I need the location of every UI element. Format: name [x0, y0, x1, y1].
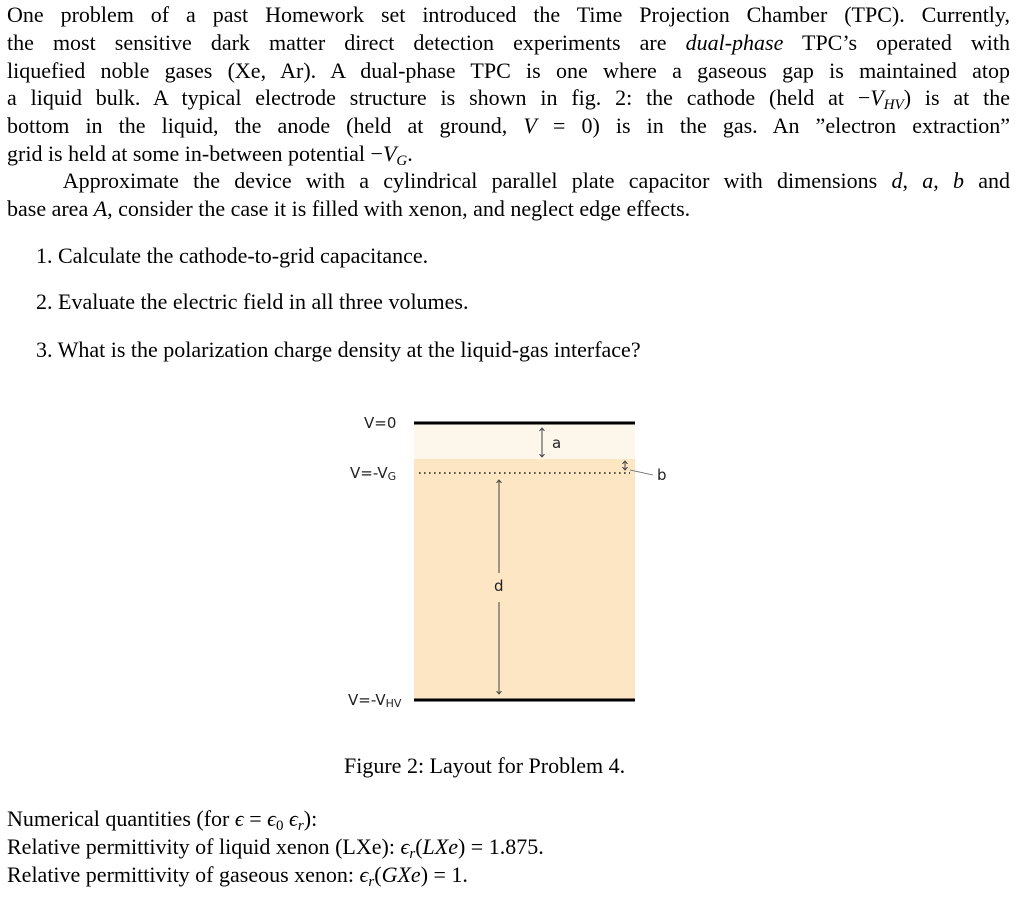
text-segment: LXe	[422, 834, 458, 859]
text-segment: (	[374, 862, 382, 887]
text-segment: TPC’s operated with	[783, 30, 1010, 55]
dimension-a-label: a	[552, 434, 562, 452]
text-segment: ) = 1.	[420, 862, 468, 887]
text-segment: base area	[7, 196, 94, 221]
text-segment: V	[870, 85, 884, 110]
text-segment: ϵ	[234, 806, 244, 831]
text-segment: d	[891, 168, 903, 193]
text-segment: r	[368, 874, 375, 890]
numerical-line	[7, 833, 1010, 861]
grid-label-sub: G	[387, 470, 397, 483]
numerical-line	[7, 805, 1010, 833]
text-segment: One problem of a past Homework set introduced the Time Projection Chamber (TPC). Currently,	[7, 2, 1010, 27]
text-segment: r	[297, 818, 304, 834]
text-segment: ϵ	[400, 834, 410, 859]
text-segment: HV	[883, 97, 904, 113]
text-segment: Numerical quantities (for	[7, 806, 235, 831]
figure-caption: Figure 2: Layout for Problem 4.	[344, 753, 626, 778]
question-item: 1. Calculate the cathode-to-grid capacitance.	[36, 243, 429, 268]
text-segment: ϵ	[289, 806, 298, 831]
text-segment: grid is held at some in-between potential −	[7, 141, 383, 166]
liquid-region	[414, 459, 635, 700]
text-segment: Approximate the device with a cylindrical parallel plate capacitor with dimensions	[7, 168, 892, 193]
text-segment: V	[523, 113, 537, 138]
text-segment: a	[922, 168, 934, 193]
cathode-label-sub: HV	[385, 697, 402, 710]
question-item: 3. What is the polarization charge density at the liquid-gas interface?	[36, 337, 641, 362]
text-segment: ):	[303, 806, 318, 831]
text-segment: G	[396, 153, 408, 169]
grid-label-main: V=-V	[350, 464, 388, 482]
anode-label: V=0	[364, 414, 397, 432]
text-segment: dual-phase	[685, 30, 784, 55]
text-segment: ϵ	[359, 862, 369, 887]
numerical-line	[7, 861, 1010, 889]
text-segment: A	[93, 196, 108, 221]
dimension-b-label: b	[657, 466, 667, 484]
text-segment: liquefied noble gases (Xe, Ar). A dual-phase TPC is one where a gaseous gap is maintained atop	[7, 58, 1010, 83]
text-segment: (	[415, 834, 423, 859]
grid-label	[350, 464, 396, 482]
text-segment: the most sensitive dark matter direct detection experiments are	[7, 30, 686, 55]
text-segment: = 0) is in the gas. An ”electron extraction”	[536, 113, 1010, 138]
text-segment: Relative permittivity of liquid xenon (LXe):	[7, 834, 401, 859]
text-segment: bottom in the liquid, the anode (held at ground,	[7, 113, 524, 138]
question-item: 2. Evaluate the electric field in all three volumes.	[36, 289, 469, 314]
text-segment: ) is at the	[903, 85, 1010, 110]
text-segment: , consider the case it is filled with xenon, and neglect edge effects.	[107, 196, 691, 221]
dimension-d-label: d	[494, 577, 504, 595]
text-segment: ,	[933, 168, 953, 193]
text-segment: V	[382, 141, 397, 166]
text-segment: ϵ	[267, 806, 277, 831]
text-segment: and	[963, 168, 1010, 193]
gas-region	[414, 424, 635, 459]
text-segment: a liquid bulk. A typical electrode structure is shown in fig. 2: the cathode (held at −	[7, 85, 871, 110]
cathode-label-main: V=-V	[348, 691, 386, 709]
text-segment: =	[243, 806, 268, 831]
text-segment: ,	[902, 168, 923, 193]
text-segment: r	[409, 846, 416, 862]
text-segment: b	[952, 168, 964, 193]
cathode-label	[348, 691, 401, 709]
text-segment: Relative permittivity of gaseous xenon:	[7, 862, 360, 887]
text-segment: .	[407, 141, 413, 166]
text-segment: GXe	[381, 862, 421, 887]
text-segment: ) = 1.875.	[457, 834, 544, 859]
text-segment: 0	[276, 818, 284, 834]
